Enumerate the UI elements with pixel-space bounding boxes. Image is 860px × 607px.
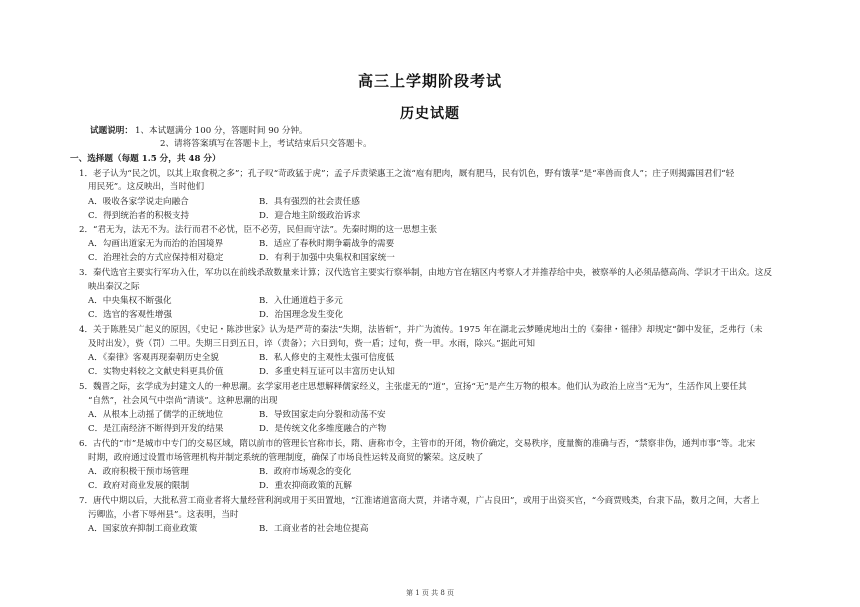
question-4-option-d: D．多重史料互证可以丰富历史认知 [259,367,395,377]
question-1-stem-line-2: 用民死”。这反映出，当时他们 [88,182,205,192]
question-2-option-a: A．勾画出道家无为而治的治国境界 [88,239,224,249]
question-3-stem-line-2: 映出秦汉之际 [88,282,140,292]
section-title: 一、选择题（每题 1.5 分，共 48 分） [70,154,221,164]
question-2-option-b: B．适应了春秋时期争霸战争的需要 [259,239,395,249]
question-4-option-b: B．私人修史的主观性太强可信度低 [259,353,395,363]
question-4-option-a: A．《秦律》客观再现秦朝历史全貌 [88,353,219,363]
question-6-stem-line-2: 时期，政府通过设置市场管理机构并制定系统的管理制度，确保了市场良性运转及商贸的繁荣。这反映了 [88,453,484,463]
question-6-option-a: A．政府积极干预市场管理 [88,467,189,477]
question-5-option-b: B．导致国家走向分裂和动荡不安 [259,410,386,420]
question-3-option-d: D．治国理念发生变化 [259,310,344,320]
question-5-option-c: C．是江南经济不断得到开发的结果 [88,424,224,434]
exam-main-title: 高三上学期阶段考试 [357,72,502,90]
question-4-stem-line-2: 及时出发），赀（罚）二甲。失期三日到五日，谇（责备）；六日到旬，赀一盾；过旬，赀一甲。水雨，除兴。”据此可知 [88,339,535,349]
question-7-option-a: A．国家放弃抑制工商业政策 [88,524,198,534]
question-7-stem-line-2: 污卿监，小者下辱州县”。这表明，当时 [88,510,239,520]
question-1-stem-line-1: 1．老子认为“民之饥，以其上取食税之多”；孔子叹“苛政猛于虎”；孟子斥责梁惠王之流“庖有肥肉，厩有肥马，民有饥色，野有饿莩”是“率兽而食人”；庄子则揭露国君们“轻 [79,169,735,179]
question-6-option-d: D．重农抑商政策的瓦解 [259,481,352,491]
question-6-option-b: B．政府市场观念的变化 [259,467,352,477]
question-3-stem-line-1: 3．秦代选官主要实行军功入仕，军功以在前线杀敌数量来计算；汉代选官主要实行察举制，由地方官在辖区内考察人才并推荐给中央，被察举的人必须品德高尚、学识才干出众。这反 [79,268,772,278]
question-3-option-a: A．中央集权不断强化 [88,296,172,306]
question-7-option-b: B．工商业者的社会地位提高 [259,524,369,534]
question-7-stem-line-1: 7．唐代中期以后，大批私营工商业者将大量经营利润或用于买田置地，“江淮诸道富商大贾，并诸寺观，广占良田”，或用于出资买官，“今商贾贱类，台隶下品，数月之间，大者上 [79,496,760,506]
question-5-stem-line-2: “自然”，社会风气中崇尚“清谈”。这种思潮的出现 [88,396,278,406]
question-5-option-d: D．是传统文化多维度融合的产物 [259,424,387,434]
question-1-option-c: C．得到统治者的积极支持 [88,211,190,221]
question-4-option-c: C．实物史料较之文献史料更具价值 [88,367,224,377]
question-2-option-c: C．治理社会的方式应保持相对稳定 [88,253,224,263]
instructions-line-2: 2、请将答案填写在答题卡上，考试结束后只交答题卡。 [160,139,372,149]
question-4-stem-line-1: 4．关于陈胜吴广起义的原因，《史记・陈涉世家》认为是严苛的秦法“失期，法皆斩”，并广为流传。1975 年在湖北云梦睡虎地出土的《秦律・徭律》却规定“御中发征，乏弗行（未 [79,325,763,335]
question-1-option-d: D．迎合地主阶级政治诉求 [259,211,361,221]
question-1-option-b: B．具有强烈的社会责任感 [259,197,360,207]
question-2-option-d: D．有利于加强中央集权和国家统一 [259,253,395,263]
instructions-line-1: 1、本试题满分 100 分，答题时间 90 分钟。 [135,126,308,136]
exam-sub-title: 历史试题 [400,106,460,122]
question-3-option-c: C．选官的客观性增强 [88,310,172,320]
question-6-option-c: C．政府对商业发展的限制 [88,481,190,491]
question-1-option-a: A．吸收各家学说走向融合 [88,197,189,207]
question-2-stem-line-1: 2．“君无为，法无不为。法行而君不必忧，臣不必劳，民但而守法”。先秦时期的这一思想主张 [79,225,438,235]
page-number: 第 1 页 共 8 页 [405,589,455,597]
question-3-option-b: B．入仕通道趋于多元 [259,296,343,306]
question-5-stem-line-1: 5．魏晋之际，玄学成为封建文人的一种思潮。玄学家用老庄思想解释儒家经义，主张虚无的“道”，宣扬“无”是产生万物的根本。他们认为政治上应当“无为”，生活作风上要任其 [79,382,747,392]
question-5-option-a: A．从根本上动摇了儒学的正统地位 [88,410,224,420]
instructions-label: 试题说明： [90,126,133,136]
question-6-stem-line-1: 6．古代的“市”是城市中专门的交易区域，隋以前市的管理长官称市长，隋、唐称市令，主管市的开闭，物价确定，交易秩序，度量衡的准确与否，“禁察非伪，通判市事”等。北宋 [79,439,756,449]
